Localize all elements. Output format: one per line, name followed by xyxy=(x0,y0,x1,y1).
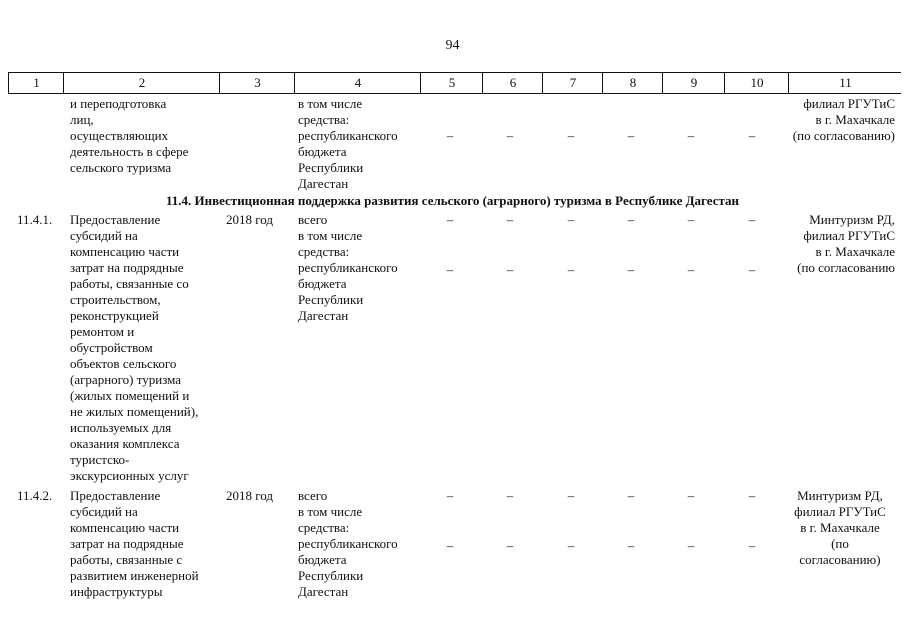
continued-value: – xyxy=(687,128,695,143)
header-col-1: 1 xyxy=(8,73,64,93)
row-funding: всего в том числе средства: республиканского бюджета Республики Дагестан xyxy=(298,212,398,323)
row-funding: всего в том числе средства: республиканского бюджета Республики Дагестан xyxy=(298,488,398,599)
header-col-2: 2 xyxy=(63,73,220,93)
row-value-total: – xyxy=(567,212,575,227)
continued-value: – xyxy=(627,128,635,143)
row-number: 11.4.2. xyxy=(17,488,53,503)
row-value-total: – xyxy=(446,212,454,227)
continued-value: – xyxy=(506,128,514,143)
row-executor: Минтуризм РД, филиал РГУТиС в г. Махачкале (по согласованию) xyxy=(794,488,886,567)
row-executor: Минтуризм РД, филиал РГУТиС в г. Махачкале (по согласованию xyxy=(797,212,895,275)
row-value-budget: – xyxy=(567,538,575,553)
row-value-total: – xyxy=(627,488,635,503)
header-col-10: 10 xyxy=(724,73,789,93)
row-value-budget: – xyxy=(748,538,756,553)
row-year: 2018 год xyxy=(226,212,273,227)
header-col-8: 8 xyxy=(602,73,663,93)
row-value-total: – xyxy=(506,488,514,503)
row-description: Предоставление субсидий на компенсацию части затрат на подрядные работы, связанные со строительством, реконструкцией ремонтом и обустройством объектов сельского (аграрного) туризма (жилых помещений и не жилых помещений), используемых для оказания комплекса туристско- экскурсионных услуг xyxy=(70,212,199,483)
section-title: 11.4. Инвестиционная поддержка развития сельского (аграрного) туризма в Республике Дагестан xyxy=(165,193,740,208)
header-col-11: 11 xyxy=(788,73,902,93)
continued-value: – xyxy=(446,128,454,143)
row-value-budget: – xyxy=(446,538,454,553)
row-value-total: – xyxy=(627,212,635,227)
continued-executor: филиал РГУТиС в г. Махачкале (по согласованию) xyxy=(792,96,895,143)
row-value-budget: – xyxy=(687,538,695,553)
row-value-budget: – xyxy=(687,262,695,277)
page-number: 94 xyxy=(445,38,460,53)
row-year: 2018 год xyxy=(226,488,273,503)
continued-funding: в том числе средства: республиканского бюджета Республики Дагестан xyxy=(298,96,398,191)
column-number-header xyxy=(8,72,901,94)
row-value-budget: – xyxy=(627,538,635,553)
row-value-budget: – xyxy=(567,262,575,277)
row-value-budget: – xyxy=(506,262,514,277)
header-col-5: 5 xyxy=(420,73,483,93)
header-col-4: 4 xyxy=(294,73,421,93)
row-value-budget: – xyxy=(446,262,454,277)
row-value-total: – xyxy=(687,212,695,227)
row-value-budget: – xyxy=(506,538,514,553)
header-col-3: 3 xyxy=(219,73,295,93)
header-col-6: 6 xyxy=(482,73,543,93)
row-value-total: – xyxy=(748,488,756,503)
row-description: Предоставление субсидий на компенсацию части затрат на подрядные работы, связанные с развитием инженерной инфраструктуры xyxy=(70,488,199,599)
continued-value: – xyxy=(567,128,575,143)
row-value-total: – xyxy=(687,488,695,503)
row-value-total: – xyxy=(446,488,454,503)
row-value-total: – xyxy=(748,212,756,227)
continued-description: и переподготовка лиц, осуществляющих деятельность в сфере сельского туризма xyxy=(70,96,189,175)
row-value-total: – xyxy=(506,212,514,227)
continued-value: – xyxy=(748,128,756,143)
header-col-9: 9 xyxy=(662,73,725,93)
row-value-budget: – xyxy=(748,262,756,277)
row-number: 11.4.1. xyxy=(17,212,53,227)
row-value-total: – xyxy=(567,488,575,503)
header-col-7: 7 xyxy=(542,73,603,93)
row-value-budget: – xyxy=(627,262,635,277)
